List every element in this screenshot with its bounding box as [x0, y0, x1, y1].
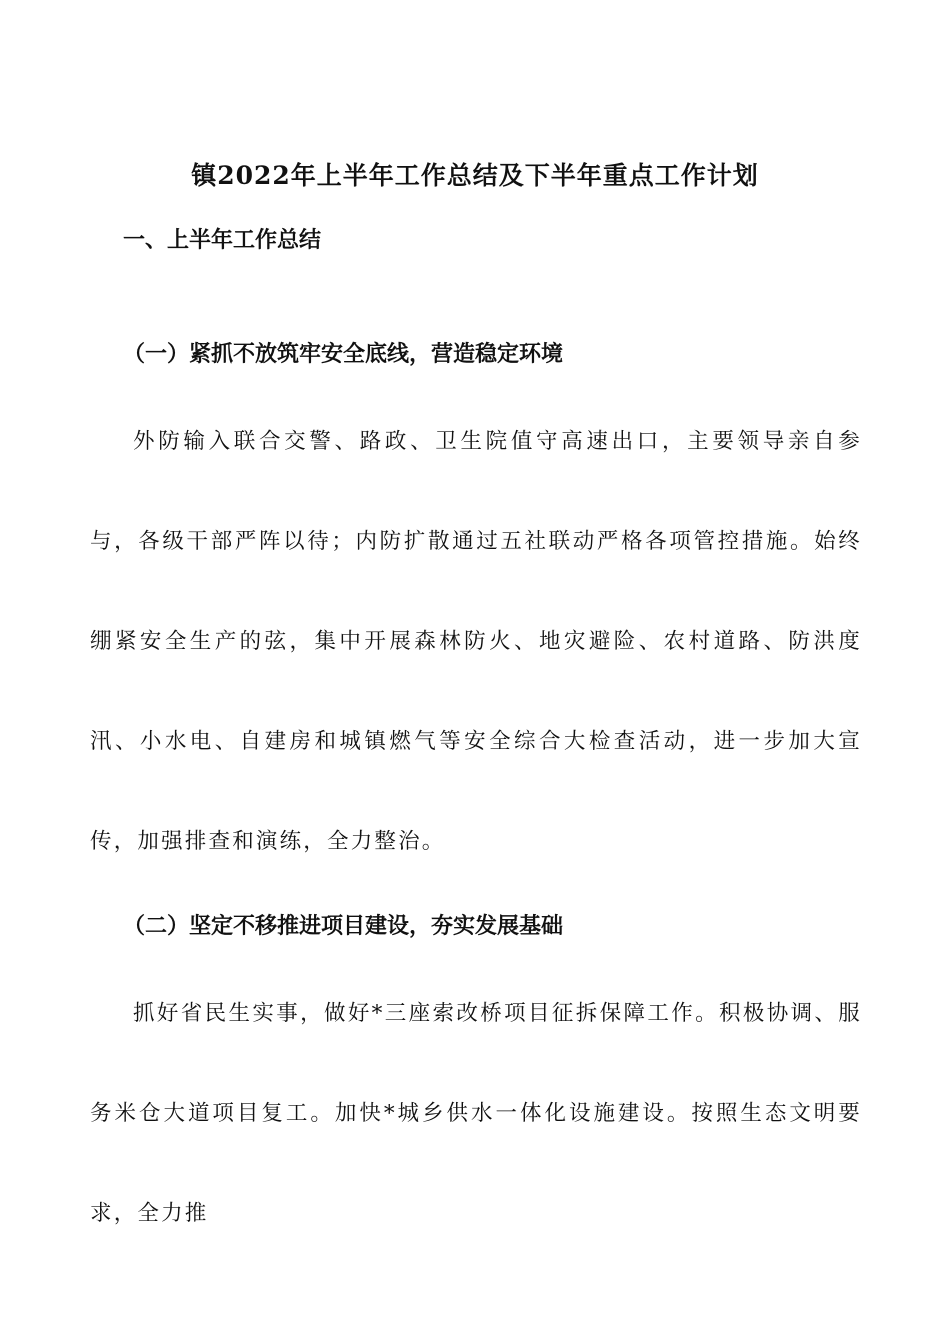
paragraph-2: 抓好省民生实事，做好*三座索改桥项目征拆保障工作。积极协调、服务米仓大道项目复工。加快*城乡供水一体化设施建设。按照生态文明要求，全力推 [90, 1001, 862, 1226]
paragraph-1: 外防输入联合交警、路政、卫生院值守高速出口，主要领导亲自参与，各级干部严阵以待；内防扩散通过五社联动严格各项管控措施。始终绷紧安全生产的弦，集中开展森林防火、地灾避险、农村道路、防洪度汛、小水电、自建房和城镇燃气等安全综合大检查活动，进一步加大宣传，加强排查和演练，全力整治。 [90, 429, 862, 854]
section-heading: 一、上半年工作总结 [123, 227, 322, 253]
subsection-heading-1: （一）紧抓不放筑牢安全底线，营造稳定环境 [123, 341, 564, 367]
subsection-heading-2: （二）坚定不移推进项目建设，夯实发展基础 [123, 913, 564, 939]
document-title: 镇2022年上半年工作总结及下半年重点工作计划 [191, 161, 759, 190]
